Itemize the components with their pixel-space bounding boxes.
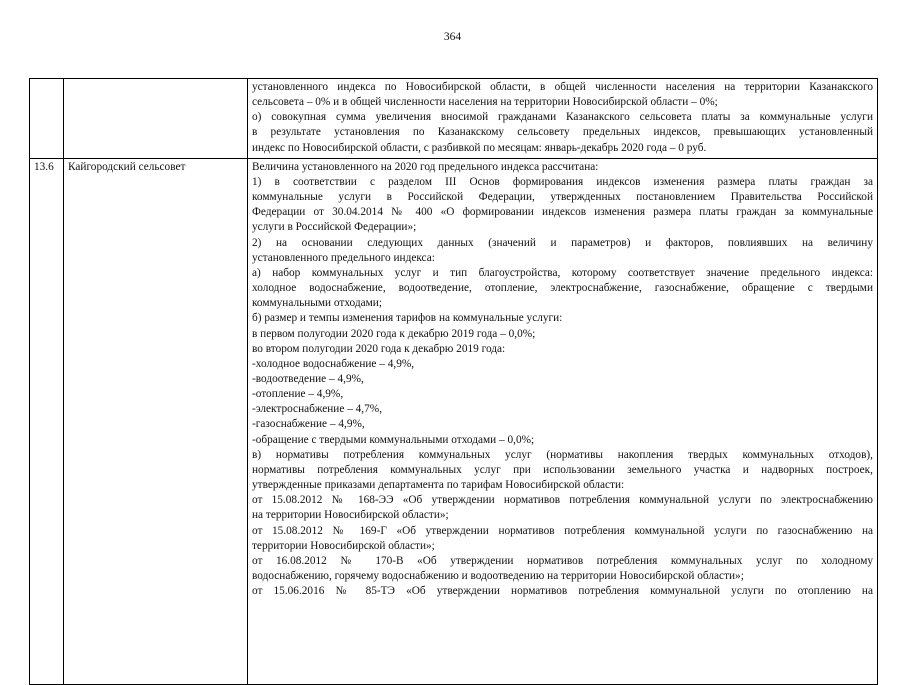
text-line: в) нормативы потребления коммунальных услуг (нормативы накопления твердых коммунальных отходов), [252, 448, 873, 461]
text-line: -холодное водоснабжение – 4,9%, [252, 357, 415, 370]
text-line: во втором полугодии 2020 года к декабрю 2019 года: [252, 342, 506, 355]
row-number-cell [30, 79, 64, 159]
text-line: в первом полугодии 2020 года к декабрю 2019 года – 0,0%; [252, 327, 536, 340]
paragraph-block [252, 80, 873, 156]
table-row [30, 79, 878, 159]
row-name-cell [64, 79, 248, 159]
text-line: -обращение с твердыми коммунальными отходами – 0,0%; [252, 433, 535, 446]
text-line: индекс по Новосибирской области, с разбивкой по месяцам: январь-декабрь 2020 года – 0 руб. [252, 141, 707, 154]
row-number-cell: 13.6 [30, 158, 64, 684]
text-line: утвержденные приказами департамента по тарифам Новосибирской области: [252, 479, 625, 492]
text-line: от 16.08.2012 № 170-В «Об утверждении нормативов потребления коммунальных услуг по холодному [252, 554, 873, 567]
text-line: на территории Новосибирской области»; [252, 509, 449, 522]
municipality-name: Кайгородский сельсовет [64, 158, 248, 684]
paragraph-block [252, 160, 873, 600]
text-line: 1) в соответствии с разделом III Основ формирования индексов изменения размера платы граждан за [252, 175, 873, 188]
text-line: от 15.06.2016 № 85-ТЭ «Об утверждении нормативов потребления коммунальной услуги по отоплению на [252, 585, 873, 598]
text-line: от 15.08.2012 № 169-Г «Об утверждении нормативов потребления коммунальной услуги по газоснабжению на [252, 524, 873, 537]
text-line: -газоснабжение – 4,9%, [252, 418, 365, 431]
row-text-cell [248, 158, 878, 684]
text-line: о) совокупная сумма увеличения вносимой гражданами Казанакского сельсовета платы за коммунальные услуги [252, 111, 873, 124]
text-line: установленного предельного индекса: [252, 251, 435, 264]
text-line: холодное водоснабжение, водоотведение, отопление, электроснабжение, газоснабжение, обращение с твердыми [252, 282, 873, 295]
text-line: сельсовета – 0% и в общей численности населения на территории Новосибирской области – 0%; [252, 96, 718, 109]
text-line: Федерации от 30.04.2014 № 400 «О формировании индексов изменения размера платы граждан за коммунальные [252, 206, 873, 219]
text-line: 2) на основании следующих данных (значений и параметров) и факторов, повлиявших на величину [252, 236, 873, 249]
text-line: в результате установления по Казанакскому сельсовету предельных индексов, превышающих установленный [252, 126, 873, 139]
text-line: коммунальными отходами; [252, 297, 382, 310]
text-line: водоснабжению, горячему водоснабжению и водоотведению на территории Новосибирской области»; [252, 570, 744, 582]
text-line: установленного индекса по Новосибирской области, в общей численности населения на территории Казанакского [252, 81, 873, 93]
page-number: 364 [443, 31, 462, 43]
text-line: б) размер и темпы изменения тарифов на коммунальные услуги: [252, 312, 563, 325]
row-text-cell [248, 79, 878, 159]
text-line: а) набор коммунальных услуг и тип благоустройства, которому соответствует значение предельного индекса: [252, 266, 873, 279]
text-line: нормативы потребления коммунальных услуг при использовании земельного участка и надворных построек, [252, 463, 873, 476]
document-table [29, 78, 878, 685]
text-line: -электроснабжение – 4,7%, [252, 403, 383, 416]
text-line: коммунальные услуги в Российской Федерации, утвержденных постановлением Правительства Российской [252, 191, 873, 204]
text-line: -водоотведение – 4,9%, [252, 372, 364, 385]
text-line: -отопление – 4,9%, [252, 388, 344, 401]
text-line: территории Новосибирской области»; [252, 539, 435, 552]
text-line: от 15.08.2012 № 168-ЭЭ «Об утверждении нормативов потребления коммунальной услуги по электроснабжению [252, 494, 873, 507]
text-line: Величина установленного на 2020 год предельного индекса рассчитана: [252, 160, 599, 173]
text-line: услуги в Российской Федерации»; [252, 221, 417, 234]
table-row [30, 158, 878, 684]
